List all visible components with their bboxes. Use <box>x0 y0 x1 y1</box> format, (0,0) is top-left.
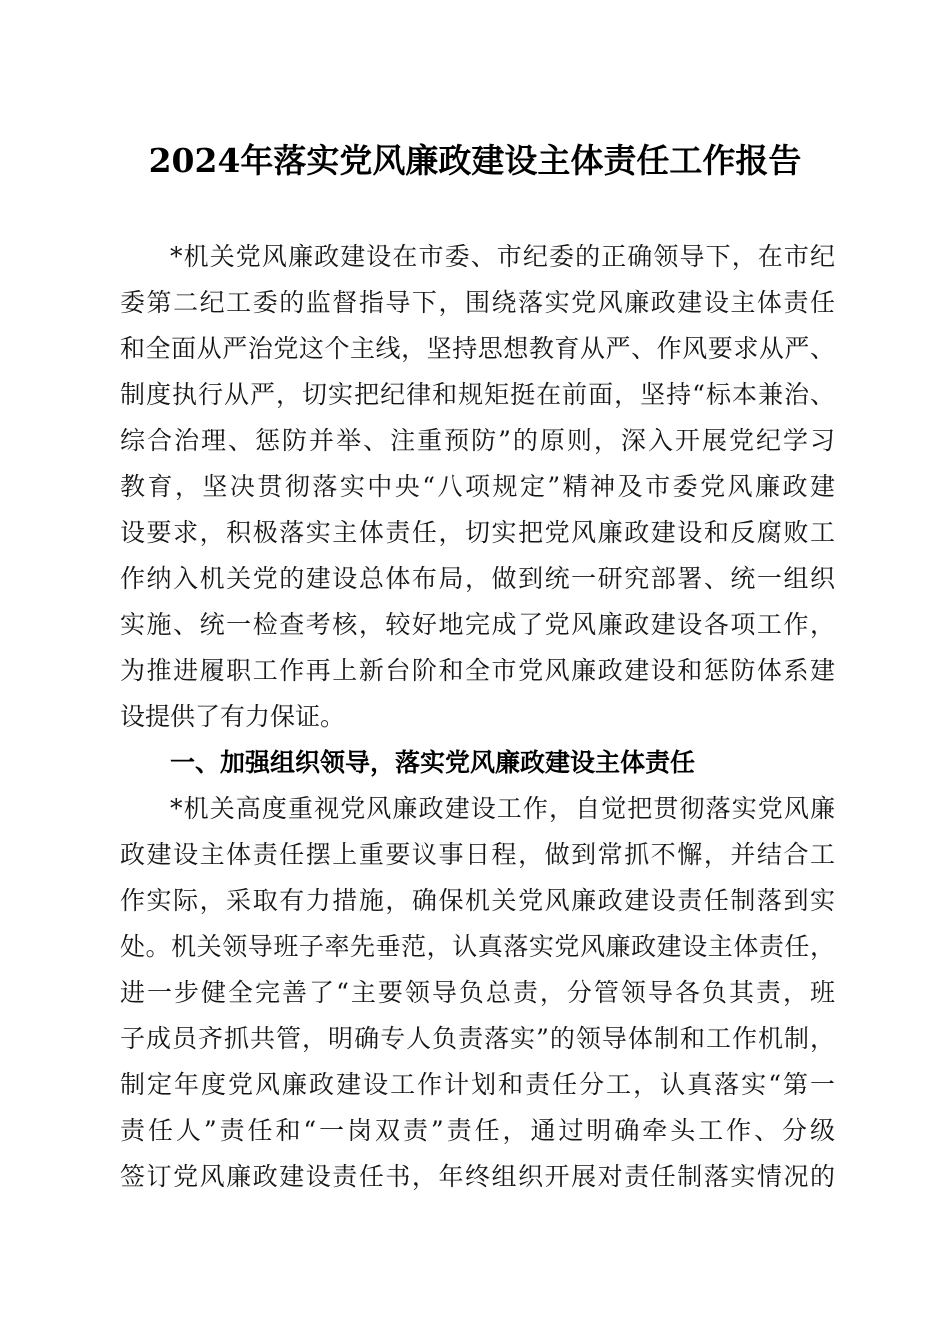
paragraph-2-line: 作实际，采取有力措施，确保机关党风廉政建设责任制落到实 <box>120 886 835 915</box>
paragraph-2-line: 子成员齐抓共管，明确专人负责落实”的领导体制和工作机制， <box>120 1024 835 1053</box>
paragraph-1-line: 委第二纪工委的监督指导下，围绕落实党风廉政建设主体责任 <box>120 288 835 317</box>
paragraph-2-line: 进一步健全完善了“主要领导负总责，分管领导各负其责，班 <box>120 978 835 1007</box>
paragraph-2-line: 责任人”责任和“一岗双责”责任，通过明确牵头工作、分级 <box>120 1116 835 1145</box>
paragraph-1-line: 设提供了有力保证。 <box>120 702 346 731</box>
paragraph-2-line: 签订党风廉政建设责任书，年终组织开展对责任制落实情况的 <box>120 1162 835 1191</box>
paragraph-1-line: 制度执行从严，切实把纪律和规矩挺在前面，坚持“标本兼治、 <box>120 380 835 409</box>
paragraph-1-line: 作纳入机关党的建设总体布局，做到统一研究部署、统一组织 <box>120 564 835 593</box>
paragraph-1-line: 实施、统一检查考核，较好地完成了党风廉政建设各项工作， <box>120 610 835 639</box>
paragraph-1-line: 综合治理、惩防并举、注重预防”的原则，深入开展党纪学习 <box>120 426 835 455</box>
paragraph-1-line: 教育，坚决贯彻落实中央“八项规定”精神及市委党风廉政建 <box>120 472 835 501</box>
document-title: 2024年落实党风廉政建设主体责任工作报告 <box>148 141 802 180</box>
section-heading: 一、加强组织领导，落实党风廉政建设主体责任 <box>170 748 696 777</box>
paragraph-2-line: 处。机关领导班子率先垂范，认真落实党风廉政建设主体责任， <box>120 932 835 961</box>
paragraph-1-line: 和全面从严治党这个主线，坚持思想教育从严、作风要求从严、 <box>120 334 835 363</box>
paragraph-1-line: 设要求，积极落实主体责任，切实把党风廉政建设和反腐败工 <box>120 518 835 547</box>
paragraph-2-line: 制定年度党风廉政建设工作计划和责任分工，认真落实“第一 <box>120 1070 835 1099</box>
paragraph-1-line: 为推进履职工作再上新台阶和全市党风廉政建设和惩防体系建 <box>120 656 835 685</box>
paragraph-2-line: 政建设主体责任摆上重要议事日程，做到常抓不懈，并结合工 <box>120 840 835 869</box>
paragraph-2-line: *机关高度重视党风廉政建设工作，自觉把贯彻落实党风廉 <box>170 794 835 823</box>
paragraph-1-line: *机关党风廉政建设在市委、市纪委的正确领导下，在市纪 <box>170 242 835 271</box>
